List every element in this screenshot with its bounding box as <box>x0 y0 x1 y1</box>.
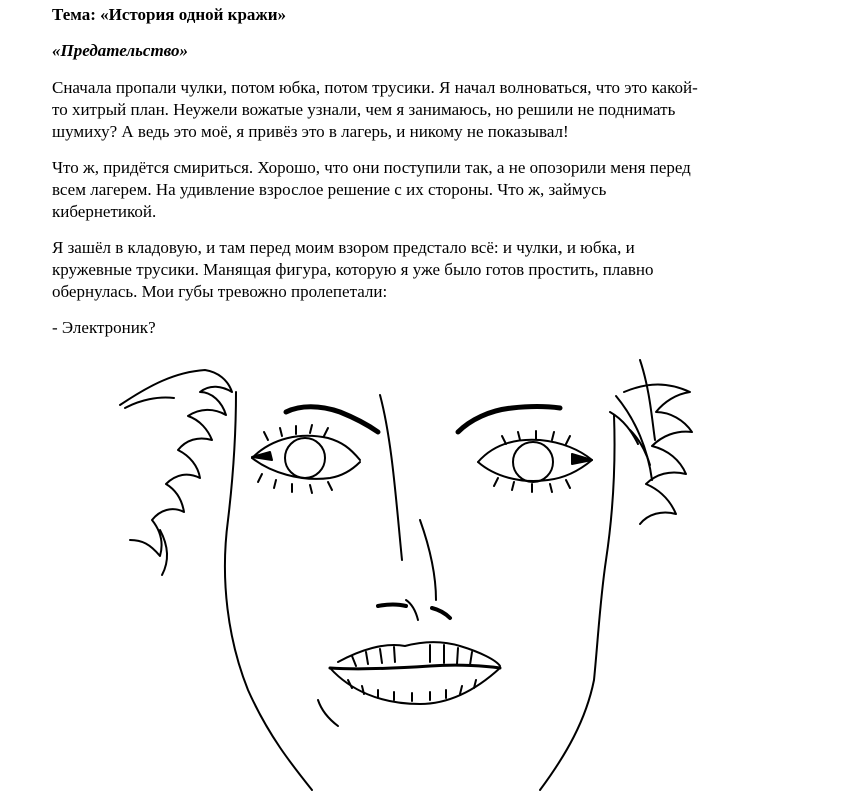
lips <box>318 642 500 726</box>
paragraph-line: то хитрый план. Неужели вожатые узнали, чем я занимаюсь, но решили не поднимать <box>52 100 676 119</box>
left-eye <box>252 425 360 493</box>
face-outline <box>225 392 615 790</box>
document-subtitle: «Предательство» <box>52 41 189 60</box>
paragraph-line: Я зашёл в кладовую, и там перед моим взором предстало всё: и чулки, и юбка, и <box>52 238 635 257</box>
paragraph-line: шумиху? А ведь это моё, я привёз это в лагерь, и никому не показывал! <box>52 122 569 141</box>
document-heading: Тема: «История одной кражи» <box>52 5 287 24</box>
right-eye <box>478 431 592 492</box>
nose <box>378 600 450 620</box>
paragraph-line: кружевные трусики. Манящая фигура, которую я уже было готов простить, плавно <box>52 260 654 279</box>
left-eyebrow <box>286 407 378 432</box>
hair-left <box>120 370 232 575</box>
paragraph-line: кибернетикой. <box>52 202 157 221</box>
paragraph-line: Сначала пропали чулки, потом юбка, потом трусики. Я начал волноваться, что это какой- <box>52 78 698 97</box>
paragraph-line: Что ж, придётся смириться. Хорошо, что они поступили так, а не опозорили меня перед <box>52 158 691 177</box>
hair-right <box>610 360 692 524</box>
paragraph-line: обернулась. Мои губы тревожно пролепетали: <box>52 282 388 301</box>
paragraph-line: всем лагерем. На удивление взрослое решение с их стороны. Что ж, займусь <box>52 180 607 199</box>
right-eyebrow <box>458 407 560 433</box>
dialogue-line: - Электроник? <box>52 318 156 337</box>
